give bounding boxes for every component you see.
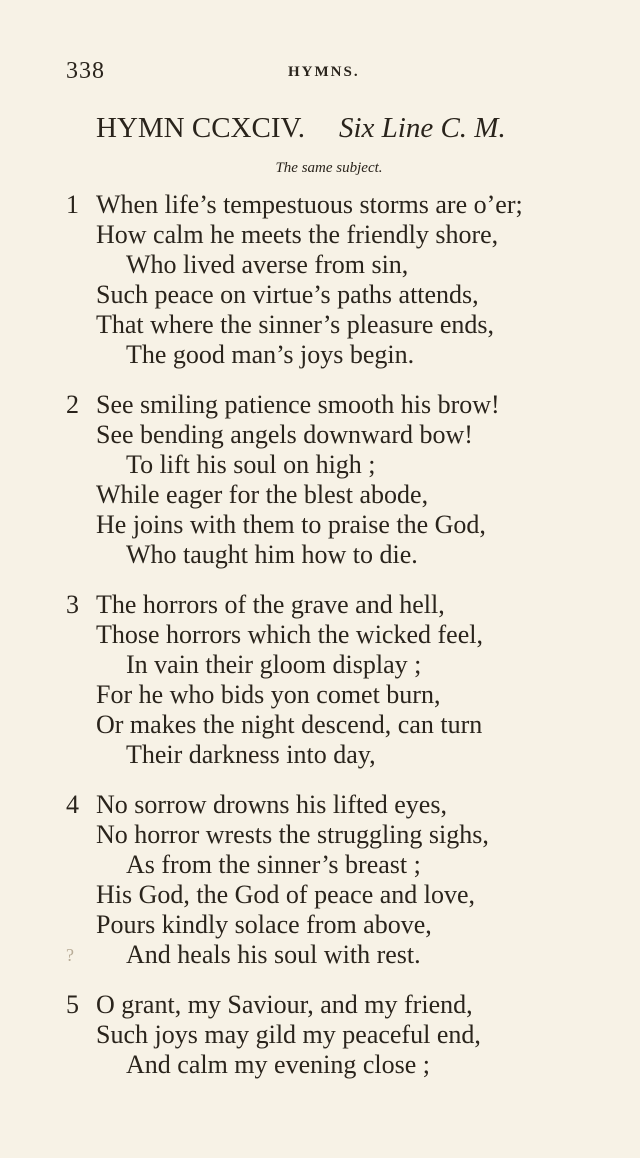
verse-line: No sorrow drowns his lifted eyes, [96, 790, 447, 819]
verse-line: O grant, my Saviour, and my friend, [96, 990, 473, 1019]
verse-line: Or makes the night descend, can turn [96, 710, 483, 739]
verse-line: Pours kindly solace from above, [96, 910, 432, 939]
hymn-title-line [96, 112, 576, 145]
verse-line: Who lived averse from sin, [126, 250, 409, 279]
verse-3 [0, 590, 640, 770]
verse-line: How calm he meets the friendly shore, [96, 220, 499, 249]
verse-line: Their darkness into day, [126, 740, 376, 769]
verse-line: While eager for the blest abode, [96, 480, 429, 509]
verse-line: Such peace on virtue’s paths attends, [96, 280, 479, 309]
verse-number: 3 [66, 590, 79, 619]
verse-1 [0, 190, 640, 370]
verse-line: Such joys may gild my peaceful end, [96, 1020, 481, 1049]
verse-line: To lift his soul on high ; [126, 450, 376, 479]
running-head: HYMNS. [288, 64, 360, 80]
verse-5 [0, 990, 640, 1080]
verse-line: See smiling patience smooth his brow! [96, 390, 500, 419]
page-header [66, 58, 566, 88]
hymn-title: HYMN CCXCIV. [96, 112, 305, 144]
verse-line: In vain their gloom display ; [126, 650, 422, 679]
verse-line: He joins with them to praise the God, [96, 510, 486, 539]
verse-4 [0, 790, 640, 970]
verse-number: 2 [66, 390, 79, 419]
verses [0, 190, 640, 1100]
verse-number: 5 [66, 990, 79, 1019]
hymn-meter: Six Line C. M. [338, 112, 506, 144]
margin-mark: ? [66, 945, 74, 965]
verse-line: No horror wrests the struggling sighs, [96, 820, 489, 849]
verse-line: Who taught him how to die. [126, 540, 418, 569]
verse-line: And calm my evening close ; [126, 1050, 430, 1079]
verse-line: Those horrors which the wicked feel, [96, 620, 483, 649]
hymn-subtitle: The same subject. [275, 160, 383, 176]
verse-line: For he who bids yon comet burn, [96, 680, 441, 709]
verse-line: That where the sinner’s pleasure ends, [96, 310, 495, 339]
verse-line: And heals his soul with rest. [126, 940, 421, 969]
verse-line: When life’s tempestuous storms are o’er; [96, 190, 523, 219]
verse-line: The good man’s joys begin. [126, 340, 415, 369]
verse-line: See bending angels downward bow! [96, 420, 473, 449]
verse-line: His God, the God of peace and love, [96, 880, 476, 909]
verse-2 [0, 390, 640, 570]
verse-line: The horrors of the grave and hell, [96, 590, 445, 619]
verse-line: As from the sinner’s breast ; [126, 850, 421, 879]
page-number: 338 [66, 58, 105, 84]
verse-number: 4 [66, 790, 79, 819]
verse-number: 1 [66, 190, 79, 219]
